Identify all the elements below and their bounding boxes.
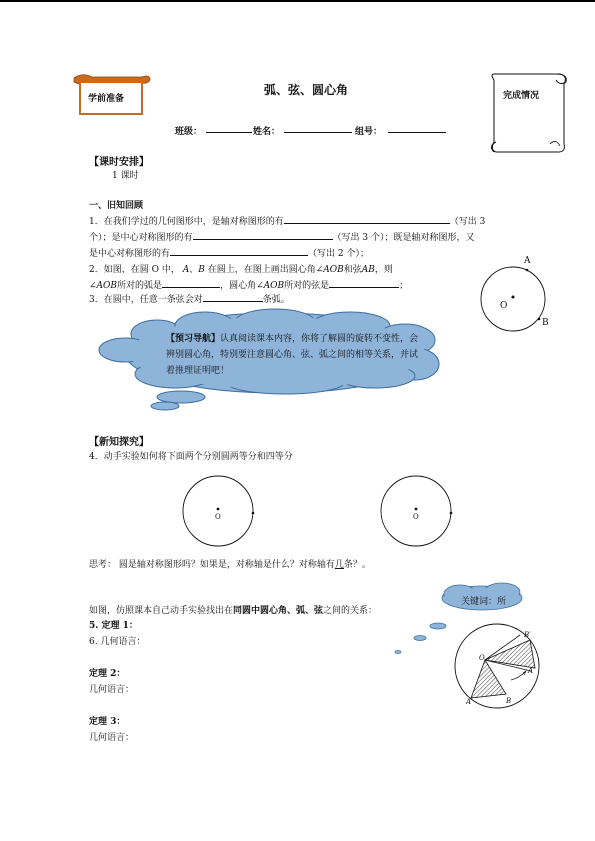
class-label: 班级：	[175, 127, 203, 137]
preview-heading: 【预习导航】	[166, 334, 221, 344]
q2-text-h: ；	[399, 281, 409, 291]
q1-blank-3[interactable]	[170, 246, 308, 256]
completion-scroll	[486, 70, 572, 156]
preview-body: 认真阅读课本内容，你将了解圆的旋转不变性，会辨别圆心角，特别要注意圆心角、弦、弧之间的相等关系，并试着推理证明吧！	[166, 334, 419, 376]
q2-line1	[89, 262, 393, 275]
think-text-underlined: 几	[334, 560, 344, 570]
explore-heading: 【新知探究】	[89, 437, 149, 448]
theorem-1: 5. 定理 1：	[89, 621, 138, 631]
q2-blank-1[interactable]	[162, 278, 220, 288]
q2-blank-2[interactable]	[329, 278, 399, 288]
circle-3-label-o: O	[413, 513, 419, 521]
relation-text-a: 如图，仿照课本自己动手实验找出在	[89, 606, 234, 616]
think-text-a: 思考： 圆是轴对称图形吗？如果是，对称轴是什么？对称轴有	[89, 560, 335, 570]
q2-angle-2: ∠AOB	[89, 281, 118, 291]
fig1-label-o: O	[500, 301, 508, 311]
circle-2-label-o: O	[215, 513, 221, 521]
theorem-2: 定理 2：	[89, 669, 126, 679]
group-label: 组号：	[355, 127, 383, 137]
relation-text-c: 之间的关系：	[323, 606, 378, 616]
q4-text: 4．动手实验如何将下面两个分别圆两等分和四等分	[89, 452, 293, 462]
fig2-label-bprime: B′	[524, 631, 531, 639]
class-blank[interactable]	[206, 123, 252, 133]
q3-blank[interactable]	[203, 292, 263, 302]
preview-text	[166, 331, 426, 379]
q2-text-b: 在圆上，在图上画出圆心角	[207, 265, 316, 275]
relation-text	[89, 603, 377, 616]
q2-text-f: ，圆心角	[220, 281, 257, 291]
q2-text-g: 所对的弦是	[284, 281, 330, 291]
completion-label: 完成情况	[503, 91, 540, 101]
q2-angle-3: ∠AOB	[256, 281, 285, 291]
keyword-text: 关键词：所	[461, 597, 507, 607]
fig1-label-b: B	[542, 318, 549, 328]
q1-text-c: 个）；是中心对称图形的有	[89, 233, 193, 243]
q2-sep: 、	[189, 265, 199, 275]
name-blank[interactable]	[284, 123, 352, 133]
theorem-3-geo: 几何语言：	[89, 733, 135, 743]
schedule-heading: 【课时安排】	[89, 157, 149, 168]
q3-text-a: 3．在圆中，任意一条弦会对	[89, 295, 203, 305]
q2-point-a: A	[182, 265, 190, 275]
q3-text-b: 条弧。	[262, 295, 290, 305]
q2-point-b: B	[198, 265, 205, 275]
q3-line	[89, 292, 290, 305]
theorem-2-geo: 几何语言：	[89, 685, 135, 695]
q1-line3	[89, 246, 369, 259]
relation-text-bold: 同圆中圆心角、弧、弦	[233, 606, 324, 616]
q1-text-a: 1．在我们学过的几何图形中，是轴对称图形的有	[89, 217, 284, 227]
q2-text-a: 2．如图，在圆 O 中，	[89, 265, 180, 275]
page-title: 弧、弦、圆心角	[264, 83, 349, 97]
q2-text-c: 和弦	[343, 265, 362, 275]
think-text-b: 条？。	[343, 560, 371, 570]
top-rule	[0, 0, 595, 2]
schedule-value: 1 课时	[112, 171, 139, 181]
q2-chord: AB	[361, 265, 375, 275]
think-text	[89, 557, 371, 570]
theorem-3: 定理 3：	[89, 717, 126, 727]
q2-line2	[89, 278, 408, 291]
group-blank[interactable]	[388, 123, 446, 133]
q2-text-d: ，则	[374, 265, 393, 275]
q1-line1	[89, 214, 485, 227]
q1-text-f: （写出 2 个）；	[308, 249, 369, 259]
badge-text: 学前准备	[88, 94, 125, 104]
theorem-1-geo: 6. 几何语言：	[89, 637, 146, 647]
fig2-label-a: A	[466, 698, 472, 706]
q2-angle-1: ∠AOB	[315, 265, 344, 275]
fig2-label-aprime: A′	[528, 667, 535, 675]
q2-text-e: 所对的弧是	[117, 281, 163, 291]
q1-blank-2[interactable]	[193, 230, 333, 240]
q1-text-d: （写出 3 个）；既是轴对称图形，又	[332, 233, 475, 243]
q1-line2	[89, 230, 474, 243]
fig2-label-o: O	[479, 654, 485, 662]
review-heading: 一、旧知回顾	[89, 201, 144, 211]
q1-blank-1[interactable]	[284, 214, 450, 224]
q1-text-e: 是中心对称图形的有	[89, 249, 171, 259]
fig1-label-a: A	[524, 256, 531, 266]
name-label: 姓名：	[253, 127, 281, 137]
q1-text-b: （写出 3	[449, 217, 486, 227]
fig2-label-b: B	[506, 697, 512, 705]
